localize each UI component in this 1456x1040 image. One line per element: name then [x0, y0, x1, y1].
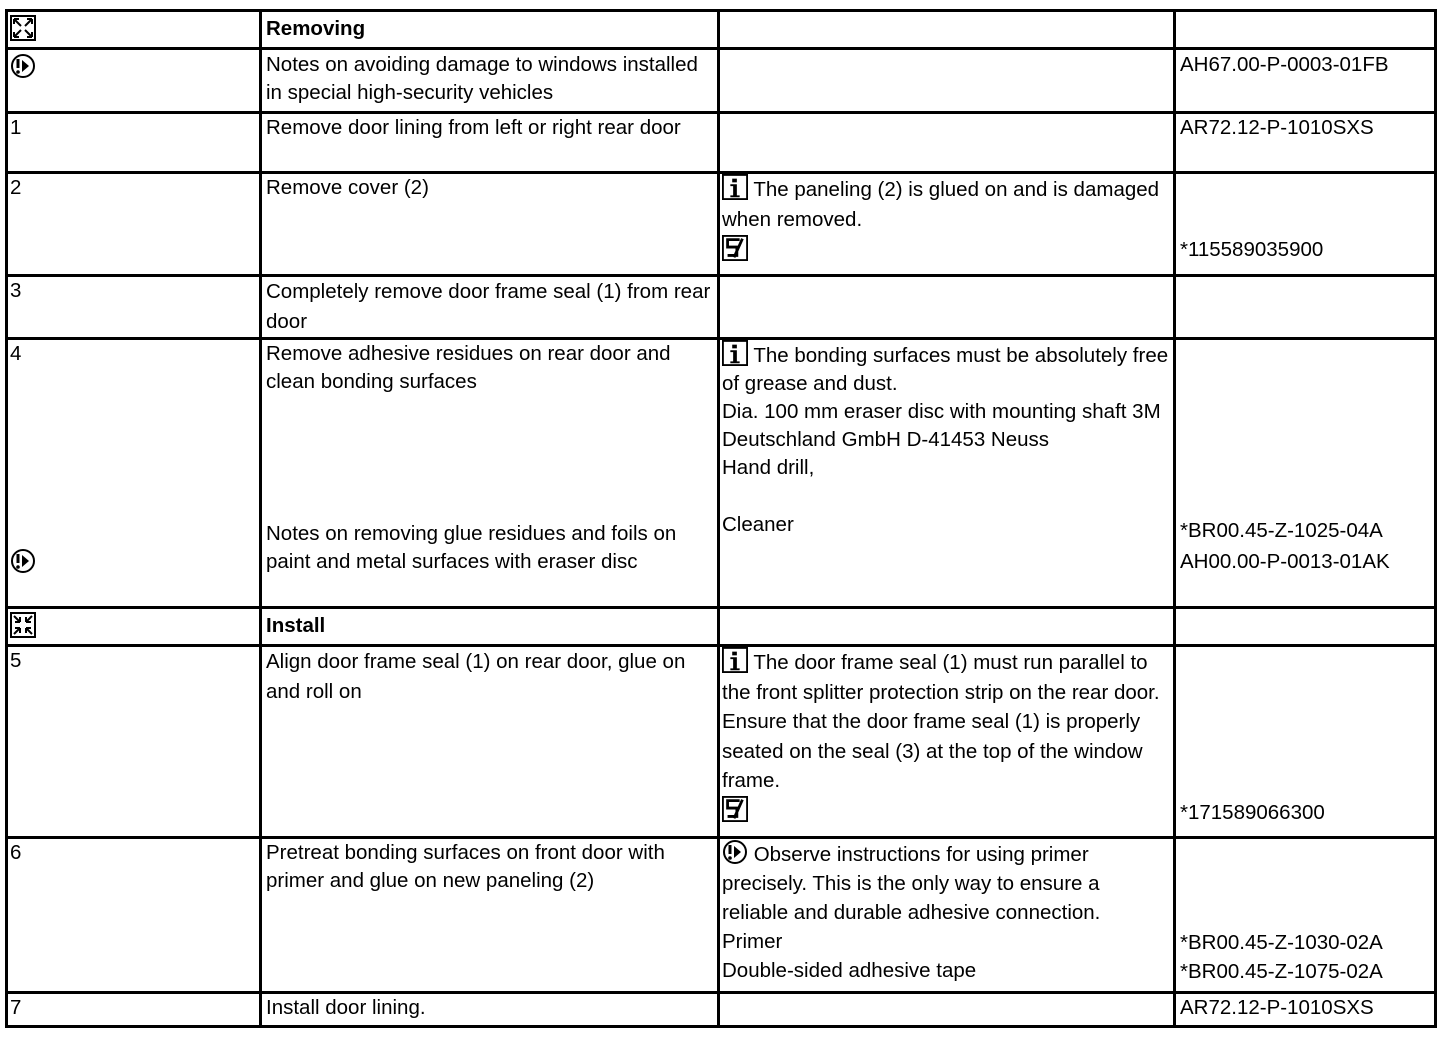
info-note: The door frame seal (1) must run parallel to the front splitter protection strip on the rear door. Ensure that the door frame seal (1) is properly seated on the seal (3) at the top of the window frame.	[722, 651, 1160, 792]
notes-cell	[720, 994, 1176, 1025]
step-number: 4	[10, 342, 22, 365]
step-cell	[8, 340, 262, 606]
ref-cell	[1176, 340, 1431, 606]
notes-cell	[720, 12, 1176, 47]
notes-cell	[720, 839, 1176, 991]
action-text: Pretreat bonding surfaces on front door with primer and glue on new paneling (2)	[262, 839, 720, 991]
reference-link[interactable]: AH67.00-P-0003-01FB	[1180, 53, 1389, 76]
material-text: Dia. 100 mm eraser disc with mounting shaft 3M Deutschland GmbH D-41453 Neuss	[722, 400, 1161, 451]
special-tool-icon	[722, 235, 748, 261]
notes-cell	[720, 50, 1176, 111]
reference-link[interactable]: *BR00.45-Z-1025-04A	[1180, 519, 1383, 542]
action-note-text: Notes on removing glue residues and foils on paint and metal surfaces with eraser disc	[266, 522, 677, 573]
material-text: Cleaner	[722, 513, 794, 536]
info-note: The paneling (2) is glued on and is damaged when removed.	[722, 178, 1160, 231]
action-text: Remove cover (2)	[262, 174, 720, 274]
step-number: 1	[8, 114, 262, 171]
ref-cell	[1176, 277, 1431, 337]
table-row	[5, 47, 1437, 111]
step-cell	[8, 12, 262, 47]
step-number: 7	[8, 994, 262, 1025]
info-note: The bonding surfaces must be absolutely free of grease and dust.	[722, 344, 1169, 395]
notes-cell	[720, 114, 1176, 171]
action-text: Remove adhesive residues on rear door and clean bonding surfaces	[266, 342, 671, 393]
step-number: 6	[8, 839, 262, 991]
reference-link[interactable]: *BR00.45-Z-1075-02A	[1180, 960, 1383, 983]
action-text: Notes on avoiding damage to windows installed in special high-security vehicles	[262, 50, 720, 111]
table-row	[5, 171, 1437, 274]
reference-link[interactable]: AR72.12-P-1010SXS	[1180, 996, 1374, 1019]
table-row	[5, 836, 1437, 991]
material-text: Primer	[722, 930, 783, 953]
ref-cell	[1176, 609, 1431, 644]
step-number: 3	[8, 277, 262, 337]
notes-cell	[720, 174, 1176, 274]
step-number: 5	[8, 647, 262, 836]
step-cell	[8, 609, 262, 644]
tool-text: Hand drill,	[722, 456, 815, 479]
table-row	[5, 111, 1437, 171]
ref-cell	[1176, 12, 1431, 47]
reference-link[interactable]: AH00.00-P-0013-01AK	[1180, 550, 1390, 573]
table-row	[5, 606, 1437, 644]
step-cell	[8, 50, 262, 111]
table-row	[5, 337, 1437, 606]
step-number: 2	[8, 174, 262, 274]
notes-cell	[720, 609, 1176, 644]
expand-arrows-icon	[10, 15, 36, 41]
notes-cell	[720, 647, 1176, 836]
action-cell	[262, 340, 720, 606]
table-row	[5, 644, 1437, 836]
reference-link[interactable]: *115589035900	[1180, 238, 1324, 261]
exclamation-arrow-circle-icon	[10, 548, 36, 574]
table-row	[5, 9, 1437, 47]
action-text: Remove door lining from left or right rear door	[262, 114, 720, 171]
info-icon	[722, 340, 748, 366]
section-heading-removing: Removing	[262, 12, 720, 47]
reference-link[interactable]: AR72.12-P-1010SXS	[1180, 116, 1374, 139]
notes-cell	[720, 277, 1176, 337]
info-icon	[722, 174, 748, 200]
action-text: Align door frame seal (1) on rear door, glue on and roll on	[262, 647, 720, 836]
table-row	[5, 274, 1437, 337]
ref-cell	[1176, 839, 1431, 991]
reference-link[interactable]: *171589066300	[1180, 801, 1325, 824]
caution-note: Observe instructions for using primer precisely. This is the only way to ensure a reliable and durable adhesive connection.	[722, 843, 1101, 924]
section-heading-install: Install	[262, 609, 720, 644]
action-text: Install door lining.	[262, 994, 720, 1025]
exclamation-arrow-circle-icon	[10, 53, 36, 79]
action-text: Completely remove door frame seal (1) from rear door	[262, 277, 720, 337]
table-row	[5, 991, 1437, 1028]
special-tool-icon	[722, 796, 748, 822]
reference-link[interactable]: *BR00.45-Z-1030-02A	[1180, 931, 1383, 954]
info-icon	[722, 647, 748, 673]
notes-cell	[720, 340, 1176, 606]
procedure-table	[5, 9, 1437, 1028]
exclamation-arrow-circle-icon	[722, 839, 748, 865]
collapse-arrows-icon	[10, 612, 36, 638]
material-text: Double-sided adhesive tape	[722, 959, 977, 982]
